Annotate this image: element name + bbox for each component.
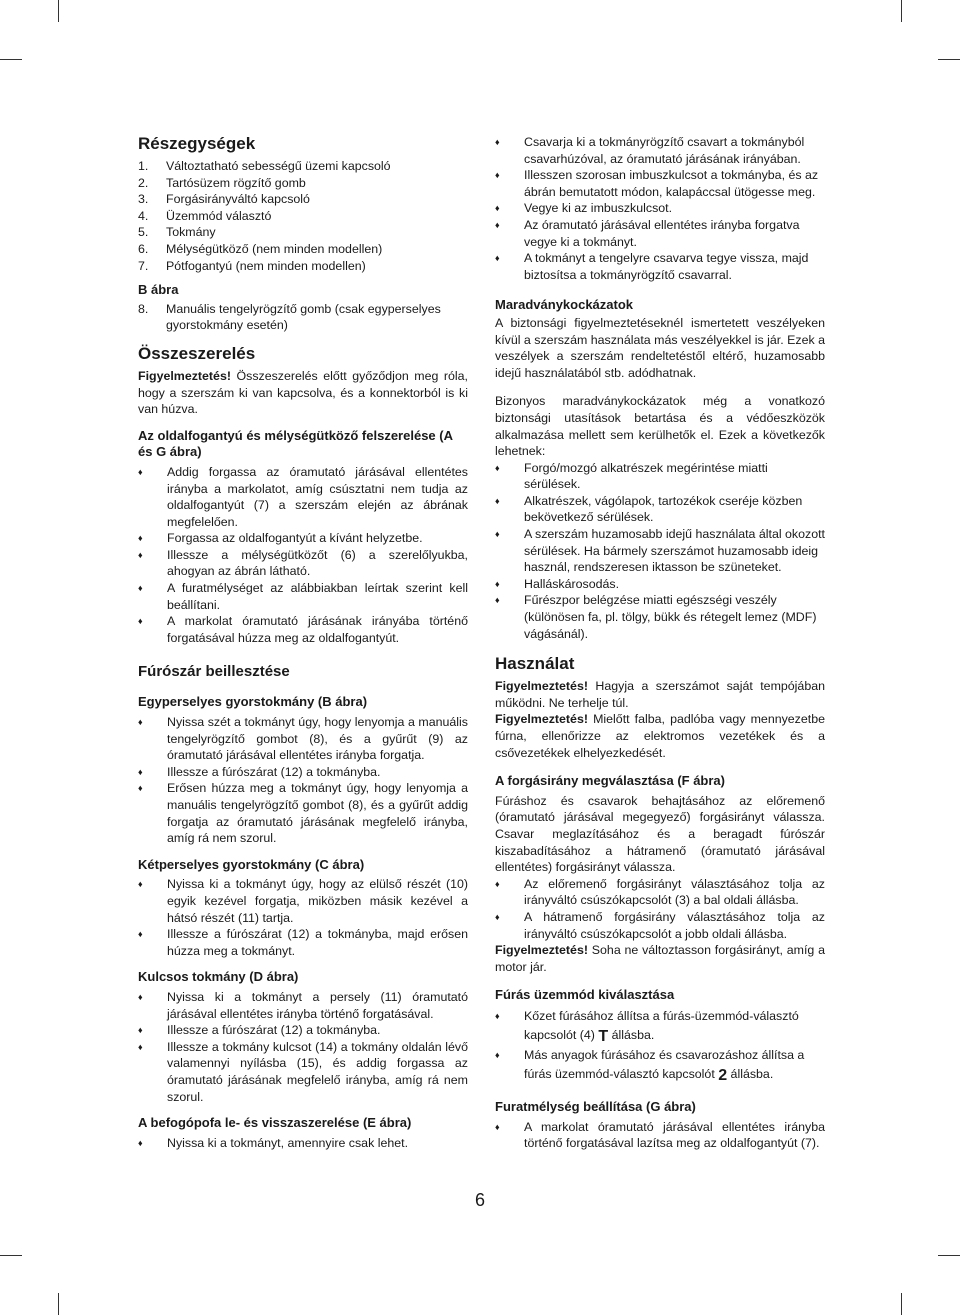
list-item: ♦ Nyissa szét a tokmányt úgy, hogy lenyomja a manuális tengelyrögzítő gombot (8), és a gyűrűt (9) az óramutató járásával ellentétes irányba forgatja. — [138, 714, 468, 764]
single-chuck-heading: Egyperselyes gyorstokmány (B ábra) — [138, 694, 368, 710]
list-item: ♦ Forgassa az oldalfogantyút a kívánt helyzetbe. — [138, 530, 468, 547]
double-chuck-heading: Kétperselyes gyorstokmány (C ábra) — [138, 856, 365, 872]
item-number: 5. — [138, 225, 149, 240]
list-item: ♦ Alkatrészek, vágólapok, tartozékok cseréje közben bekövetkező sérülések. — [495, 493, 825, 526]
list-item — [138, 158, 468, 175]
mode-heading: Fúrás üzemmód kiválasztása — [495, 987, 675, 1003]
list-item: ♦ Illessze a mélységütközőt (6) a szerelőlyukba, ahogyan az ábrán látható. — [138, 547, 468, 580]
list-item — [138, 258, 468, 275]
crop-mark — [901, 0, 902, 22]
mode-text: Más anyagok fúrásához és csavarozáshoz állítsa a fúrás üzemmód-választó kapcsolót — [524, 1047, 805, 1081]
list-item: ♦ Vegye ki az imbuszkulcsot. — [495, 200, 825, 217]
warning-text: Hagyja a szerszámot saját tempójában működni. Ne terhelje túl. — [495, 679, 825, 710]
list-item: ♦ A markolat óramutató járásával ellentétes irányba történő forgatásával lazítsa meg az oldalfogantyút (7). — [495, 1119, 825, 1152]
list-item: ♦ A furatmélységet az alábbiakban leírtak szerint kell beállítani. — [138, 580, 468, 613]
list-item: ♦ A hátramenő forgásirány választásához tolja az irányváltó csúszókapcsolót a jobb oldali állásba. — [495, 909, 825, 942]
item-number: 1. — [138, 159, 149, 173]
usage-warning-2 — [495, 711, 825, 761]
left-column — [138, 134, 468, 1159]
list-item: ♦ Nyissa ki a tokmányt, amennyire csak lehet. — [138, 1135, 468, 1152]
item-text: Változtatható sebességű üzemi kapcsoló — [166, 159, 391, 173]
parts-b-list — [138, 301, 468, 334]
b-figure-heading: B ábra — [138, 282, 179, 298]
direction-heading: A forgásirány megválasztása (F ábra) — [495, 773, 725, 789]
list-item: ♦ Halláskárosodás. — [495, 576, 825, 593]
list-item — [138, 301, 468, 334]
assembly-heading: Összeszerelés — [138, 343, 256, 363]
list-item: ♦ Nyissa ki a tokmányt a persely (11) óramutató járásával ellentétes irányba történő forgatásával. — [138, 989, 468, 1022]
double-chuck-list — [138, 876, 468, 959]
list-item: ♦ Az előremenő forgásirányt választásához tolja az irányváltó csúszókapcsolót (3) a bal oldali állásba. — [495, 876, 825, 909]
item-number: 6. — [138, 241, 149, 256]
list-item: ♦ A markolat óramutató járásának irányába történő forgatásával húzza meg az oldalfogantyút. — [138, 613, 468, 646]
list-item: ♦ Addig forgassa az óramutató járásával ellentétes irányba a markolatot, amíg csúsztatni nem tudja az oldalfogantyút (7) a szerszám elején az ábrának megfelelően. — [138, 464, 468, 530]
list-item: ♦ Illessze a fúrószárat (12) a tokmányba, majd erősen húzza meg a tokmányt. — [138, 926, 468, 959]
warning-text: Összeszerelés előtt győződjon meg róla, hogy a szerszám ki van kapcsolva, és a konnektorból is ki van húzva. — [138, 368, 468, 417]
list-item: ♦ A tokmányt a tengelyre csavarva tegye vissza, majd biztosítsa a tokmányrögzítő csavarral. — [495, 250, 825, 283]
parts-heading: Részegységek — [138, 134, 256, 153]
list-item — [138, 224, 468, 241]
usage-heading: Használat — [495, 654, 575, 674]
item-number: 3. — [138, 192, 149, 207]
residual-risk-heading: Maradványkockázatok — [495, 297, 634, 313]
crop-mark — [58, 1293, 59, 1315]
assembly-warning — [138, 368, 468, 418]
list-item — [138, 208, 468, 225]
list-item: ♦ Nyissa ki a tokmányt úgy, hogy az elülső részét (10) egyik kezével forgatja, miközben másik kezével a hátsó részét (11) tartja. — [138, 876, 468, 926]
item-text: Forgásirányváltó kapcsoló — [166, 192, 310, 207]
depth-heading: Furatmélység beállítása (G ábra) — [495, 1098, 696, 1114]
warning-label: Figyelmeztetés! — [495, 943, 588, 958]
item-text: Manuális tengelyrögzítő gomb (csak egyperselyes gyorstokmány esetén) — [166, 301, 441, 333]
list-item — [495, 1046, 825, 1085]
drill-mode-icon: 2 — [718, 1066, 728, 1084]
list-item: ♦ Fűrészpor belégzése miatti egészségi veszély (különösen fa, pl. tölgy, bükk és rétegelt lemez (MDF) vágásánál). — [495, 592, 825, 642]
item-number: 4. — [138, 208, 149, 223]
warning-text: Soha ne változtasson forgásirányt, amíg a motor jár. — [495, 943, 825, 974]
crop-mark — [938, 1255, 960, 1256]
item-number: 7. — [138, 258, 149, 273]
list-item: ♦ Az óramutató járásával ellentétes irányba forgatva vegye ki a tokmányt. — [495, 217, 825, 250]
mode-list — [495, 1007, 825, 1085]
crop-mark — [901, 1293, 902, 1315]
chuck-steps-list — [495, 134, 825, 283]
direction-warning — [495, 942, 825, 975]
list-item — [138, 241, 468, 258]
crop-mark — [0, 1255, 22, 1256]
crop-mark — [0, 59, 22, 60]
direction-paragraph: Fúráshoz és csavarok behajtásához az előremenő (óramutató járásával megegyező) forgásirányt válassza. Csavar meglazításához és a beragadt fúrószár kiszabadításához a hátramenő (óramutató járásával ellentétes) forgásirányt válassza. — [495, 793, 825, 875]
single-chuck-list — [138, 714, 468, 847]
list-item — [138, 191, 468, 208]
crop-mark — [938, 59, 960, 60]
residual-risk-paragraph-2: Bizonyos maradványkockázatok még a vonatkozó biztonsági utasítások betartása és a védőeszközök alkalmazása mellett sem kerülhetők el. Ezek a következők lehetnek: — [495, 394, 825, 459]
right-column — [495, 134, 825, 1160]
direction-list — [495, 876, 825, 942]
list-item: ♦ Illesszen szorosan imbuszkulcsot a tokmányba, és az ábrán bemutatott módon, kalapáccsal ütögesse meg. — [495, 167, 825, 200]
list-item: ♦ Csavarja ki a tokmányrögzítő csavart a tokmányból csavarhúzóval, az óramutató járásának irányában. — [495, 134, 825, 167]
parts-list — [138, 158, 468, 274]
key-chuck-list — [138, 989, 468, 1105]
hammer-mode-icon: T — [598, 1027, 609, 1045]
depth-list — [495, 1119, 825, 1152]
side-handle-heading: Az oldalfogantyú és mélységütköző felszerelése (A és G ábra) — [138, 427, 453, 460]
side-handle-list — [138, 464, 468, 647]
chuck-removal-heading: A befogópofa le- és visszaszerelése (E ábra) — [138, 1115, 412, 1131]
chuck-removal-list — [138, 1135, 468, 1152]
list-item: ♦ Illessze a fúrószárat (12) a tokmányba. — [138, 764, 468, 781]
mode-text: állásba. — [608, 1027, 655, 1042]
mode-text: Kőzet fúrásához állítsa a fúrás-üzemmód-választó kapcsolót (4) — [524, 1008, 799, 1042]
bit-insert-heading: Fúrószár beillesztése — [138, 663, 290, 681]
item-text: Pótfogantyú (nem minden modellen) — [166, 258, 366, 273]
mode-text: állásba. — [727, 1066, 774, 1081]
warning-label: Figyelmeztetés! — [495, 712, 588, 727]
warning-text: Mielőtt falba, padlóba vagy mennyezetbe fúrna, ellenőrizze az elektromos vezetékek és a csővezetékek elhelyezkedését. — [495, 712, 825, 760]
item-text: Mélységütköző (nem minden modellen) — [166, 241, 383, 256]
usage-warning-1 — [495, 678, 825, 711]
item-text: Üzemmód választó — [166, 208, 272, 223]
page-number: 6 — [474, 1190, 485, 1210]
list-item: ♦ A szerszám huzamosabb idejű használata által okozott sérülések. Ha bármely szerszámot huzamosabb ideig használ, rendszeresen iktasson be szüneteket. — [495, 526, 825, 576]
item-number: 2. — [138, 175, 149, 190]
item-number: 8. — [138, 301, 149, 316]
item-text: Tokmány — [166, 225, 216, 240]
list-item — [495, 1007, 825, 1046]
warning-label: Figyelmeztetés! — [495, 679, 588, 694]
list-item: ♦ Illessze a tokmány kulcsot (14) a tokmány oldalán lévő valamennyi nyílásba (15), és addig forgassa az óramutató járásának megfelelő irányba, amíg rá nem szorul. — [138, 1039, 468, 1105]
list-item: ♦ Forgó/mozgó alkatrészek megérintése miatti sérülések. — [495, 460, 825, 493]
warning-label: Figyelmeztetés! — [138, 368, 231, 383]
item-text: Tartósüzem rögzítő gomb — [166, 175, 306, 190]
key-chuck-heading: Kulcsos tokmány (D ábra) — [138, 969, 299, 985]
crop-mark — [58, 0, 59, 22]
list-item — [138, 175, 468, 192]
residual-risk-paragraph: A biztonsági figyelmeztetéseknél ismertetett veszélyeken kívül a szerszám használata más veszélyekkel is jár. Ezek a veszélyek a szerszám rendeltetéstől eltérő, huzamosabb idejű használatából stb. adódhatnak. — [495, 315, 825, 380]
residual-risk-list — [495, 460, 825, 643]
list-item: ♦ Erősen húzza meg a tokmányt úgy, hogy lenyomja a manuális tengelyrögzítő gombot (8), és a gyűrűt addig forgatja az óramutató járásának megfelelő irányba, amíg rá nem szorul. — [138, 780, 468, 846]
list-item: ♦ Illessze a fúrószárat (12) a tokmányba. — [138, 1022, 468, 1039]
